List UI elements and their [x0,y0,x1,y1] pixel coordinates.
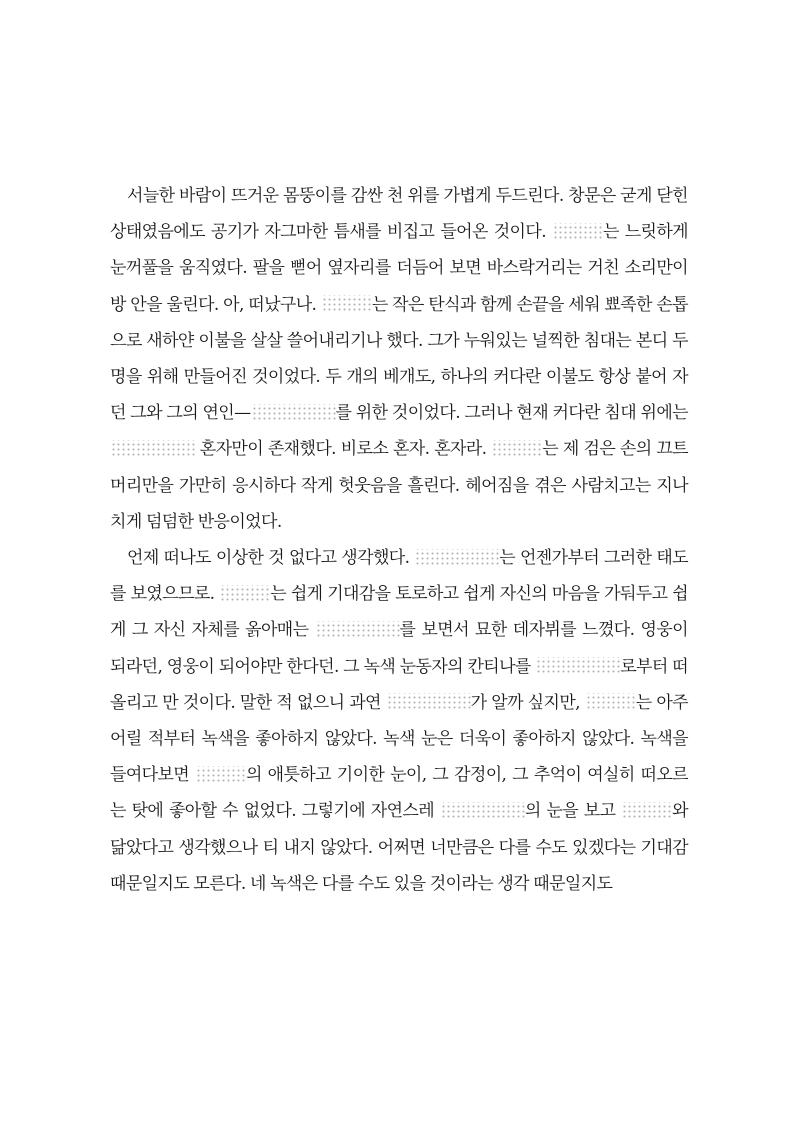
text-segment: 서늘한 바람이 뜨거운 몸뚱이를 감싼 천 위를 가볍게 두드린다. 창문은 굳게 닫힌 상태였음에도 공기가 자그마한 틈새를 비집고 들어온 것이다. [110,186,688,243]
text-segment: 혼자만이 존재했다. 비로소 혼자. 혼자라. [195,439,492,460]
text-segment: 는 아주 어릴 적부터 녹색을 좋아하지 않았다. 녹색 눈은 더욱이 좋아하지 않았다. 녹색을 들여다보면 [110,692,688,786]
redacted-name [321,295,372,312]
redacted-name [585,693,636,710]
document-body [110,178,688,902]
redacted-name [219,585,270,602]
text-segment: 는 언젠가부터 그러한 태도를 보였으므로. [110,548,688,605]
paragraph-1 [110,178,688,540]
text-segment: 의 애틋하고 기이한 눈이, 그 감정이, 그 추억이 여실히 떠오르는 탓에 좋아할 수 없었다. 그렇기에 자연스레 [110,765,688,822]
redacted-name [110,440,195,457]
text-segment: 는 쉽게 기대감을 토로하고 쉽게 자신의 마음을 가둬두고 쉽게 그 자신 자체를 옭아매는 [110,584,688,641]
redacted-name [552,223,603,240]
redacted-name [535,657,620,674]
redacted-name [386,693,471,710]
text-segment: 의 눈을 보고 [524,801,622,822]
text-segment: 를 보면서 묘한 데자뷔를 느꼈다. 영웅이 되라던, 영웅이 되어야만 한다던. 그 녹색 눈동자의 칸티나를 [110,620,688,677]
text-segment: 는 제 검은 손의 끄트머리만을 가만히 응시하다 작게 헛웃음을 흘린다. 헤어짐을 겪은 사람치고는 지나치게 덤덤한 반응이었다. [110,439,688,532]
text-segment: 는 작은 탄식과 함께 손끝을 세워 뾰족한 손톱으로 새하얀 이불을 살살 쓸어내리기나 했다. 그가 누워있는 널찍한 침대는 본디 두 명을 위해 만들어진 것이었다. 두 개의 베개도, 하나의 커다란 이불도 항상 붙어 자던 그와 그의 연인— [110,294,688,424]
paragraph-2 [110,540,688,902]
text-segment: 와 닮았다고 생각했으나 티 내지 않았다. 어쩌면 너만큼은 다를 수도 있겠다는 기대감 때문일지도 모른다. 네 녹색은 다를 수도 있을 것이라는 생각 때문일지도 [110,801,688,894]
redacted-name [491,440,542,457]
text-segment: 언제 떠나도 이상한 것 없다고 생각했다. [127,548,415,569]
text-segment: 가 알까 싶지만, [470,692,585,713]
redacted-name [195,766,246,783]
text-segment: 로부터 떠올리고 만 것이다. 말한 적 없으니 과연 [110,656,689,713]
text-segment: 는 느릿하게 눈꺼풀을 움직였다. 팔을 뻗어 옆자리를 더듬어 보면 바스락거리는 거친 소리만이 방 안을 울린다. 아, 떠났구나. [110,222,688,315]
redacted-name [440,802,525,819]
redacted-name [251,404,336,421]
text-segment: 를 위한 것이었다. 그러나 현재 커다란 침대 위에는 [335,403,688,424]
redacted-name [414,549,499,566]
redacted-name [315,621,400,638]
redacted-name [621,802,672,819]
